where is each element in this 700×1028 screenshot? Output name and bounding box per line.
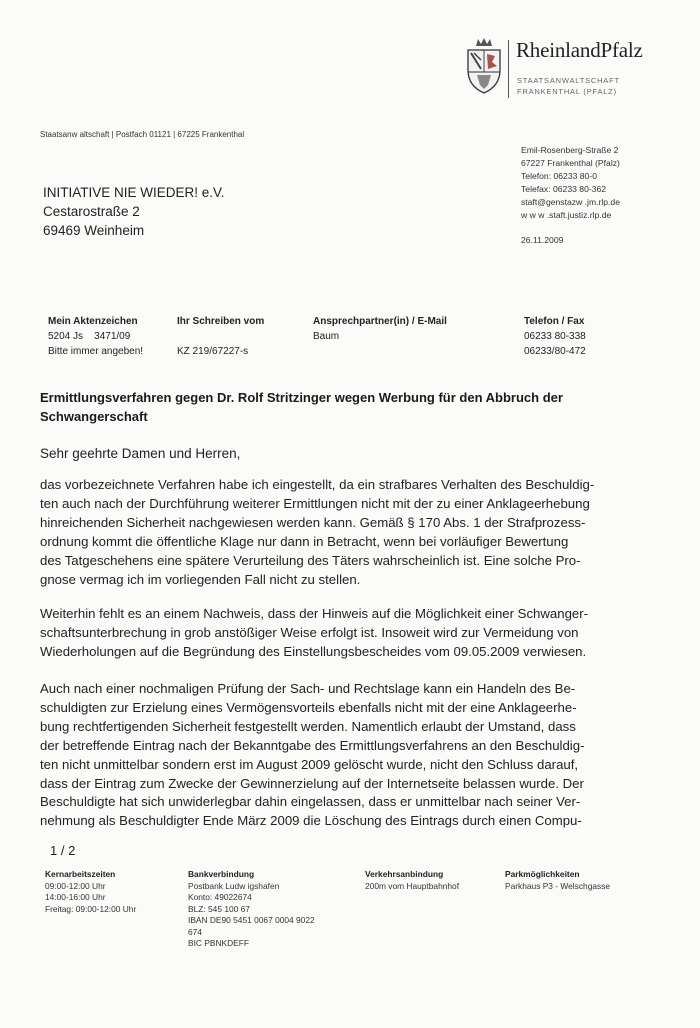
footer-header: Kernarbeitszeiten — [45, 869, 116, 879]
contact-email: staft@genstazw .jm.rlp.de — [521, 197, 620, 207]
paragraph-line: gnose vermag ich im vorliegenden Fall nicht zu stellen. — [40, 571, 361, 587]
footer-bank-details — [188, 869, 315, 950]
paragraph-line: Weiterhin fehlt es an einem Nachweis, dass der Hinweis auf die Möglichkeit einer Schwanger- — [40, 606, 589, 621]
reference-your-letter — [177, 314, 264, 359]
footer-parking — [505, 869, 610, 892]
paragraph-line: nehmung als Beschuldigter Ende März 2009 die Löschung des Eintrags durch einen Compu- — [40, 813, 582, 829]
body-paragraph-3 — [40, 680, 680, 831]
paragraph-line: dass der Eintrag zum Zwecke der Gewinnerzielung auf der Internetseite belassen wurde. Der — [40, 775, 584, 791]
reference-phone: 06233 80-338 — [524, 331, 586, 342]
footer-header: Verkehrsanbindung — [365, 869, 444, 879]
paragraph-line: ordnung kommt die öffentliche Klage nur dann in Betracht, wenn bei vorläufiger Bewertung — [40, 533, 569, 549]
salutation: Sehr geehrte Damen und Herren, — [40, 446, 241, 461]
contact-web: w w w .staft.justiz.rlp.de — [521, 210, 612, 220]
letterhead-logo — [464, 36, 700, 106]
reference-header: Mein Aktenzeichen — [48, 316, 138, 327]
reference-header: Telefon / Fax — [524, 316, 585, 327]
footer-line: 14:00-16:00 Uhr — [45, 892, 106, 902]
footer-header: Bankverbindung — [188, 869, 255, 879]
coat-of-arms-icon — [464, 36, 504, 96]
reference-phone-fax — [524, 314, 586, 359]
paragraph-line: schaftsunterbrechung in grob anstößiger Weise erfolgt ist. Insoweit wird zur Vermeidung von — [40, 624, 579, 640]
footer-line: BLZ: 545 100 67 — [188, 903, 250, 914]
sender-return-address: Staatsanw altschaft | Postfach 01121 | 67225 Frankenthal — [40, 130, 245, 139]
recipient-street: Cestarostraße 2 — [43, 204, 140, 219]
footer-line: Freitag: 09:00-12:00 Uhr — [45, 903, 137, 914]
letter-date: 26.11.2009 — [521, 235, 564, 245]
letter-subject — [40, 388, 680, 426]
footer-transport — [365, 869, 459, 892]
contact-city: 67227 Frankenthal (Pfalz) — [521, 158, 620, 168]
paragraph-line: hinreichenden Sicherheit nachgewiesen werden kann. Gemäß § 170 Abs. 1 der Strafprozess- — [40, 514, 586, 530]
footer-header: Parkmöglichkeiten — [505, 869, 580, 879]
recipient-address — [43, 183, 225, 240]
contact-block — [521, 144, 620, 247]
contact-phone: Telefon: 06233 80-0 — [521, 171, 597, 181]
page-number: 1 / 2 — [50, 843, 76, 858]
reference-blank — [177, 329, 264, 344]
reference-header: Ansprechpartner(in) / E-Mail — [313, 316, 447, 327]
footer-line: 09:00-12:00 Uhr — [45, 880, 106, 891]
footer-line: IBAN DE90 5451 0067 0004 9022 — [188, 915, 315, 925]
paragraph-line: des Tatgeschehens eine spätere Verurteilung des Täters wahrscheinlich ist. Eine solche Pro- — [40, 552, 581, 568]
paragraph-line: schuldigten zur Erzielung eines Vermögensvorteils ebenfalls nicht mit der eine Anklageerhe- — [40, 699, 577, 715]
paragraph-line: Auch nach einer nochmaligen Prüfung der Sach- und Rechtslage kann ein Handeln des Be- — [40, 681, 576, 696]
reference-value: 5204 Js 3471/09 — [48, 331, 131, 342]
paragraph-line: Beschuldigte hat sich unwiderlegbar dahin eingelassen, dass er unmittelbar nach seiner Ver- — [40, 794, 581, 810]
reference-contact-person — [313, 314, 447, 344]
contact-street: Emil-Rosenberg-Straße 2 — [521, 145, 619, 155]
recipient-city: 69469 Weinheim — [43, 223, 145, 238]
footer-line: 674 — [188, 926, 202, 937]
reference-header: Ihr Schreiben vom — [177, 316, 265, 327]
footer-office-hours — [45, 869, 136, 915]
paragraph-line: ten nicht unmittelbar sondern erst im August 2009 gelöscht wurde, nicht den Schluss darauf, — [40, 756, 579, 772]
reference-fax: 06233/80-472 — [524, 346, 586, 357]
paragraph-line: der betreffende Eintrag nach der Bekanntgabe des Ermittlungsverfahrens an den Beschuldig- — [40, 737, 585, 753]
footer-line: 200m vom Hauptbahnhof — [365, 880, 460, 891]
paragraph-line: das vorbezeichnete Verfahren habe ich eingestellt, da ein strafbares Verhalten des Beschuldig- — [40, 477, 595, 492]
paragraph-line: Wiederholungen auf die Begründung des Einstellungsbescheides vom 09.05.2009 verwiesen. — [40, 643, 587, 659]
reference-value: Baum — [313, 331, 340, 342]
subject-line: Ermittlungsverfahren gegen Dr. Rolf Stritzinger wegen Werbung für den Abbruch der — [40, 390, 563, 405]
reference-file-number — [48, 314, 143, 359]
paragraph-line: bung rechtfertigenden Sicherheit festgestellt werden. Namentlich erlaubt der Umstand, dass — [40, 718, 576, 734]
authority-location: FRANKENTHAL (PFALZ) — [517, 87, 617, 96]
brand-name: RheinlandPfalz — [516, 38, 643, 62]
footer-line: Postbank Ludw igshafen — [188, 880, 280, 891]
footer-line: Parkhaus P3 - Welschgasse — [505, 880, 611, 891]
letterhead-divider — [508, 40, 509, 98]
body-paragraph-2 — [40, 605, 680, 662]
footer-line: BIC PBNKDEFF — [188, 938, 249, 948]
reference-value: KZ 219/67227-s — [177, 346, 249, 357]
contact-fax: Telefax: 06233 80-362 — [521, 184, 607, 194]
reference-note: Bitte immer angeben! — [48, 346, 144, 357]
body-paragraph-1 — [40, 476, 680, 589]
recipient-name: INITIATIVE NIE WIEDER! e.V. — [43, 185, 225, 200]
subject-line: Schwangerschaft — [40, 409, 148, 424]
authority-name: STAATSANWALTSCHAFT — [517, 76, 620, 85]
footer-line: Konto: 49022674 — [188, 892, 252, 902]
paragraph-line: ten auch nach der Durchführung weiterer Ermittlungen nicht mit der zu einer Anklageerhebung — [40, 495, 590, 511]
